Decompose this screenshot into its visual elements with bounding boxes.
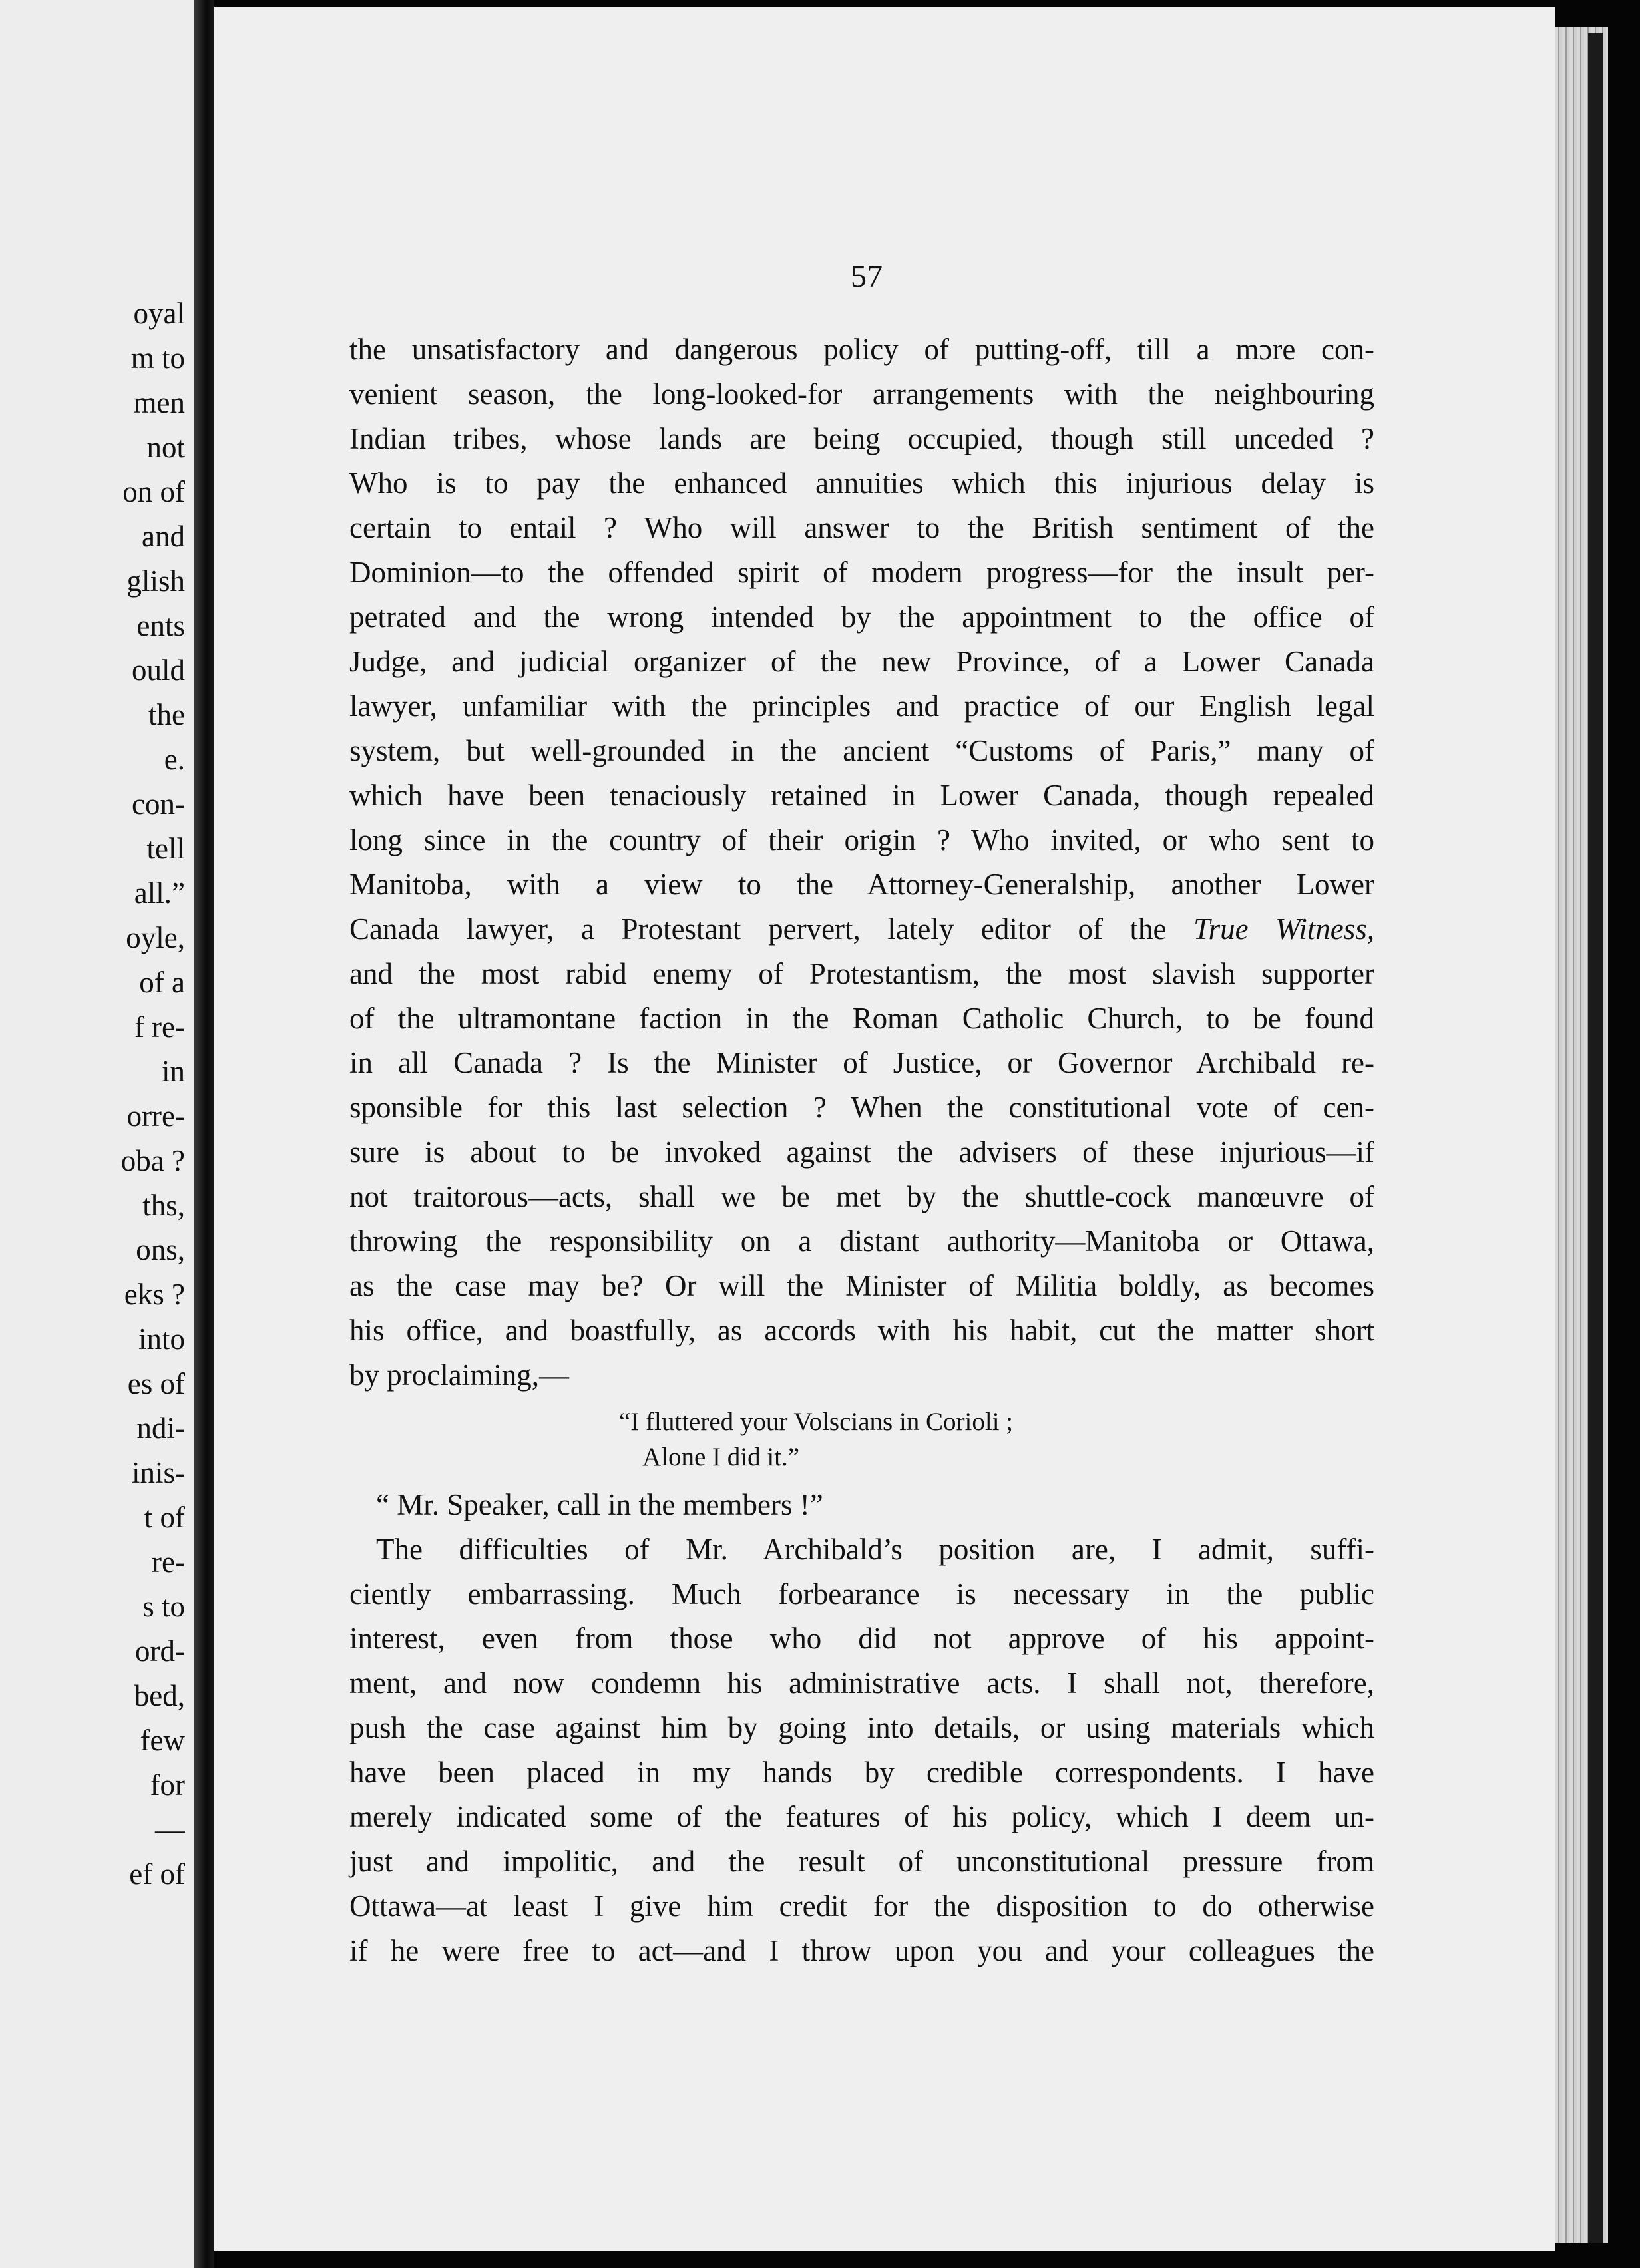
text-line: certain to entail ? Who will answer to the British sentiment of the [349, 511, 1374, 544]
previous-page-line: glish [126, 564, 185, 598]
previous-page-line: con- [132, 787, 185, 821]
previous-page-line: the [148, 698, 185, 731]
previous-page-line: ord- [135, 1634, 185, 1668]
text-line: venient season, the long-looked-for arrangements with the neighbouring [349, 377, 1374, 411]
previous-page-line: not [146, 431, 185, 464]
previous-page-line: on of [122, 475, 185, 508]
text-line-true-witness [349, 907, 1374, 952]
text-line: have been placed in my hands by credible correspondents. I have [349, 1756, 1374, 1789]
speaker-line: “ Mr. Speaker, call in the members !” [376, 1488, 823, 1521]
text-line: lawyer, unfamiliar with the principles and practice of our English legal [349, 689, 1374, 723]
previous-page-line: eks ? [124, 1278, 185, 1311]
previous-page-line: and [142, 520, 185, 553]
quotation [349, 1404, 1374, 1475]
text-line: sure is about to be invoked against the advisers of these injurious—if [349, 1135, 1374, 1169]
text-line: interest, even from those who did not approve of his appoint- [349, 1622, 1374, 1655]
previous-page-line: bed, [134, 1679, 185, 1712]
text-line: merely indicated some of the features of his policy, which I deem un- [349, 1800, 1374, 1833]
quote-line: “I fluttered your Volscians in Corioli ; [619, 1408, 1014, 1436]
previous-page-line: men [133, 386, 185, 419]
previous-page-line: oyle, [126, 921, 185, 954]
italic-title: True Witness, [1193, 912, 1374, 946]
paragraph-2 [349, 1527, 1374, 1973]
paragraph-1-continued [349, 952, 1374, 1398]
text-line: The difficulties of Mr. Archibald’s position are, I admit, suffi- [376, 1533, 1374, 1566]
previous-page-line: ef of [129, 1857, 185, 1891]
previous-page-line: s to [142, 1590, 185, 1623]
text-line: just and impolitic, and the result of unconstitutional pressure from [349, 1845, 1374, 1878]
text-line: long since in the country of their origin ? Who invited, or who sent to [349, 823, 1374, 856]
quote-line: Alone I did it.” [642, 1443, 800, 1471]
previous-page-line: oyal [133, 297, 185, 330]
previous-page-line: ndi- [136, 1412, 185, 1445]
previous-page-line: ould [131, 654, 185, 687]
previous-page-line: t of [144, 1501, 185, 1534]
previous-page-line: into [138, 1322, 185, 1356]
text-line: petrated and the wrong intended by the appointment to the office of [349, 600, 1374, 634]
previous-page-line: es of [127, 1367, 185, 1400]
previous-page-line: — [155, 1813, 185, 1846]
text-line: ment, and now condemn his administrative acts. I shall not, therefore, [349, 1666, 1374, 1700]
text-line: Manitoba, with a view to the Attorney-Generalship, another Lower [349, 868, 1374, 901]
text-line: Indian tribes, whose lands are being occupied, though still unceded ? [349, 422, 1374, 455]
previous-page-line: ths, [142, 1189, 185, 1222]
previous-page-line: few [140, 1724, 185, 1757]
text-line: the unsatisfactory and dangerous policy of putting-off, till a mɔre con- [349, 333, 1374, 366]
previous-page-line: inis- [131, 1456, 185, 1489]
text-line: sponsible for this last selection ? When the constitutional vote of cen- [349, 1091, 1374, 1124]
previous-page-line: all.” [134, 876, 185, 910]
previous-page [0, 0, 194, 2268]
text-line: Judge, and judicial organizer of the new Province, of a Lower Canada [349, 645, 1374, 678]
previous-page-line: re- [152, 1545, 185, 1579]
text-span: Canada lawyer, a Protestant pervert, lately editor of the [349, 912, 1194, 946]
text-line: his office, and boastfully, as accords with his habit, cut the matter short [349, 1314, 1374, 1347]
text-line: ciently embarrassing. Much forbearance is necessary in the public [349, 1577, 1374, 1610]
body-text [349, 327, 1374, 1973]
previous-page-line: for [150, 1768, 185, 1801]
text-line: in all Canada ? Is the Minister of Justice, or Governor Archibald re- [349, 1046, 1374, 1079]
text-line: throwing the responsibility on a distant authority—Manitoba or Ottawa, [349, 1225, 1374, 1258]
text-line: as the case may be? Or will the Minister of Militia boldly, as becomes [349, 1269, 1374, 1302]
text-line: Dominion—to the offended spirit of modern progress—for the insult per- [349, 556, 1374, 589]
previous-page-line: orre- [126, 1099, 185, 1133]
page-number: 57 [851, 259, 883, 294]
previous-page-line: in [161, 1055, 185, 1088]
previous-page-line: oba ? [120, 1144, 185, 1177]
text-line: system, but well-grounded in the ancient “Customs of Paris,” many of [349, 734, 1374, 767]
text-line: Ottawa—at least I give him credit for the disposition to do otherwise [349, 1889, 1374, 1923]
previous-page-line: tell [146, 832, 185, 865]
text-line: push the case against him by going into details, or using materials which [349, 1711, 1374, 1744]
page-edge-shadow [1588, 33, 1603, 2243]
text-line: by proclaiming,— [349, 1358, 569, 1392]
text-line: and the most rabid enemy of Protestantism, the most slavish supporter [349, 957, 1374, 990]
previous-page-line: f re- [134, 1010, 185, 1043]
text-line: which have been tenaciously retained in Lower Canada, though repealed [349, 779, 1374, 812]
text-line: of the ultramontane faction in the Roman Catholic Church, to be found [349, 1002, 1374, 1035]
text-line: if he were free to act—and I throw upon you and your colleagues the [349, 1934, 1374, 1967]
previous-page-line: e. [164, 743, 185, 776]
previous-page-line: ents [136, 609, 185, 642]
previous-page-line: m to [130, 341, 185, 375]
previous-page-line: ons, [136, 1233, 185, 1266]
paragraph-1 [349, 327, 1374, 907]
previous-page-line: of a [139, 966, 185, 999]
book-gutter [194, 0, 214, 2268]
text-line: Who is to pay the enhanced annuities which this injurious delay is [349, 467, 1374, 500]
text-line: not traitorous—acts, shall we be met by the shuttle-cock manœuvre of [349, 1180, 1374, 1213]
previous-page-text [0, 291, 185, 1897]
